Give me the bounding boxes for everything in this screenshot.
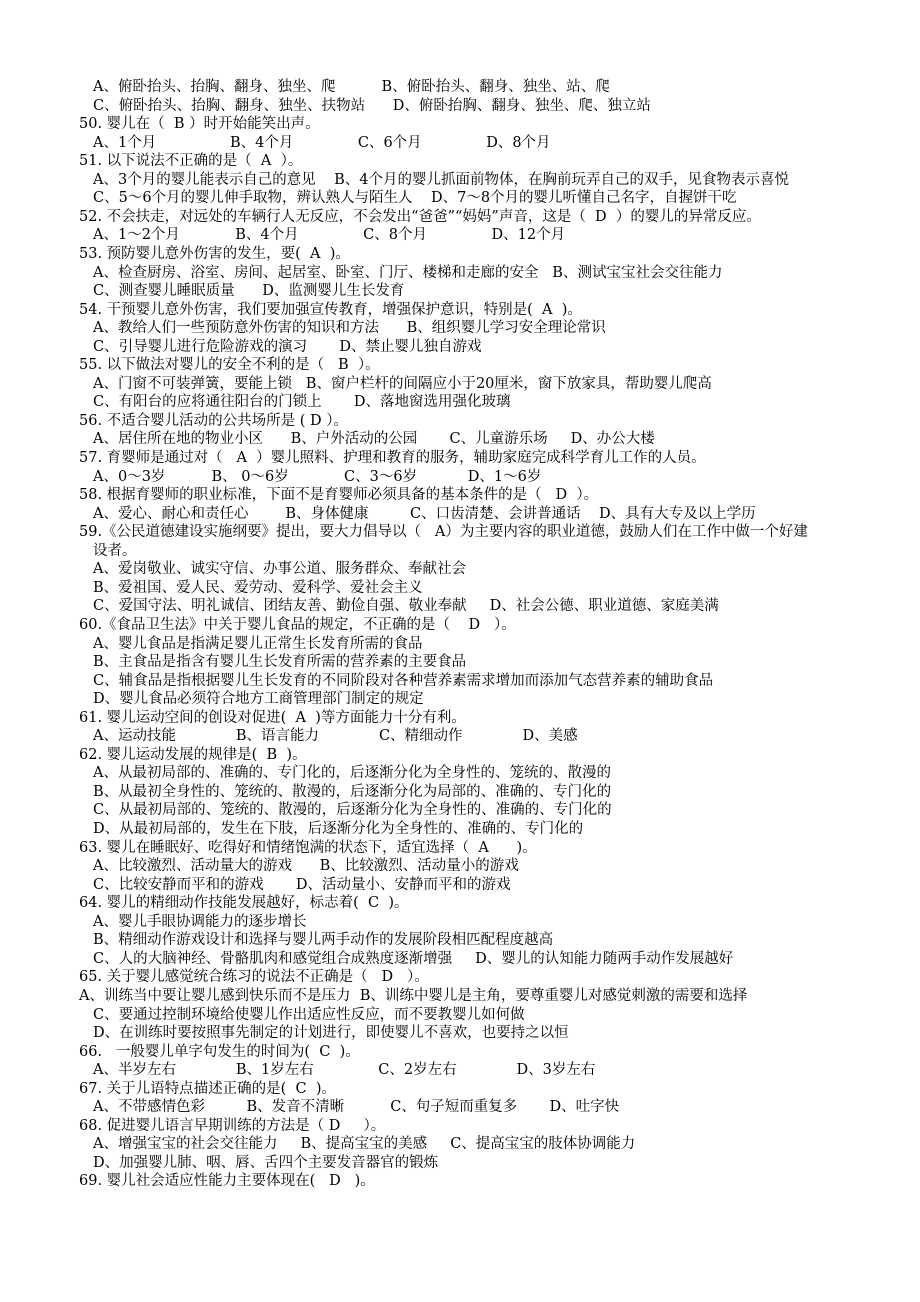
- text-line: 64. 婴儿的精细动作技能发展越好，标志着( C )。: [79, 895, 409, 912]
- text-line: A、增强宝宝的社会交往能力 B、提高宝宝的美感 C、提高宝宝的肢体协调能力: [93, 1136, 636, 1153]
- text-line: A、居住所在地的物业小区 B、户外活动的公园 C、儿童游乐场 D、办公大楼: [93, 431, 655, 448]
- text-line: D、婴儿食品必须符合地方工商管理部门制定的规定: [93, 691, 424, 708]
- text-line: A、0～3岁 B、 0～6岁 C、3～6岁 D、1～6岁: [93, 468, 542, 485]
- text-line: A、俯卧抬头、抬胸、翻身、独坐、爬 B、俯卧抬头、翻身、独坐、站、爬: [93, 79, 610, 95]
- text-line: B、爱祖国、爱人民、爱劳动、爱科学、爱社会主义: [93, 579, 423, 596]
- text-line: 61. 婴儿运动空间的创设对促进( A )等方面能力十分有利。: [79, 709, 466, 726]
- text-line: 59.《公民道德建设实施纲要》提出，要大力倡导以（ A）为主要内容的职业道德，鼓励人们在工作中做一个好建: [79, 524, 808, 541]
- text-line: C、测查婴儿睡眠质量 D、监测婴儿生长发育: [93, 283, 405, 300]
- text-line: 67. 关于儿语特点描述正确的是( C )。: [79, 1080, 337, 1097]
- text-line: D、从最初局部的，发生在下肢，后逐渐分化为全身性的、准确的、专门化的: [93, 821, 584, 837]
- text-line: C、从最初局部的、笼统的、散漫的，后逐渐分化为全身性的、准确的、专门化的: [93, 802, 612, 819]
- text-line: C、要通过控制环境给使婴儿作出适应性反应，而不要教婴儿如何做: [93, 1006, 525, 1023]
- text-line: C、5～6个月的婴儿伸手取物，辨认熟人与陌生人 D、7～8个月的婴儿听懂自己名字，自握饼干吃: [93, 190, 737, 207]
- text-line: A、婴儿手眼协调能力的逐步增长: [93, 913, 307, 930]
- text-line: A、门窗不可装弹簧，要能上锁 B、窗户栏杆的间隔应小于20厘米，窗下放家具，帮助婴儿爬高: [93, 375, 712, 392]
- text-line: D、加强婴儿肺、咽、唇、舌四个主要发音器官的锻炼: [93, 1154, 439, 1171]
- text-line: C、比较安静而平和的游戏 D、活动量小、安静而平和的游戏: [93, 876, 511, 893]
- text-line: C、辅食品是指根据婴儿生长发育的不同阶段对各种营养素需求增加而添加气态营养素的辅助食品: [93, 672, 714, 689]
- text-line: 66. 一般婴儿单字句发生的时间为( C )。: [79, 1043, 360, 1060]
- text-line: C、爱国守法、明礼诚信、团结友善、勤俭自强、敬业奉献 D、社会公德、职业道德、家庭美满: [93, 598, 719, 615]
- text-line: A、运动技能 B、语言能力 C、精细动作 D、美感: [93, 728, 578, 745]
- text-line: A、不带感情色彩 B、发音不清晰 C、句子短而重复多 D、吐字快: [93, 1099, 620, 1116]
- text-line: A、半岁左右 B、1岁左右 C、2岁左右 D、3岁左右: [93, 1062, 596, 1079]
- text-line: A、比较激烈、活动量大的游戏 B、比较激烈、活动量小的游戏: [93, 858, 519, 875]
- text-line: 63. 婴儿在睡眠好、吃得好和情绪饱满的状态下，适宜选择（ A )。: [79, 839, 537, 856]
- text-line: B、主食品是指含有婴儿生长发育所需的营养素的主要食品: [93, 654, 467, 671]
- text-line: C、引导婴儿进行危险游戏的演习 D、禁止婴儿独自游戏: [93, 338, 482, 355]
- text-line: 51. 以下说法不正确的是（ A ）。: [79, 153, 303, 170]
- text-line: 56. 不适合婴儿活动的公共场所是 ( D ）。: [79, 412, 349, 429]
- text-line: A、1个月 B、4个月 C、6个月 D、8个月: [93, 134, 551, 151]
- text-line: A、从最初局部的、准确的、专门化的，后逐渐分化为全身性的、笼统的、散漫的: [93, 765, 611, 782]
- text-line: C、有阳台的应将通往阳台的门锁上 D、落地窗选用强化玻璃: [93, 394, 511, 411]
- text-line: 设者。: [93, 542, 137, 559]
- text-line: 58. 根据育婴师的职业标准，下面不是育婴师必须具备的基本条件的是（ D ）。: [79, 487, 599, 504]
- text-line: 68. 促进婴儿语言早期训练的方法是（ D ）。: [79, 1117, 386, 1134]
- text-line: 53. 预防婴儿意外伤害的发生，要( A )。: [79, 245, 350, 262]
- text-line: A、训练当中要让婴儿感到快乐而不是压力 B、训练中婴儿是主角，要尊重婴儿对感觉刺激的需要和选择: [79, 987, 748, 1004]
- text-line: A、1～2个月 B、4个月 C、8个月 D、12个月: [93, 227, 566, 244]
- text-line: 65. 关于婴儿感觉统合练习的说法不正确是（ D ）。: [79, 969, 429, 986]
- text-line: 52. 不会扶走，对远处的车辆行人无反应，不会发出“爸爸”“妈妈”声音，这是（ D ）的婴儿的异常反应。: [79, 208, 761, 225]
- text-line: C、人的大脑神经、骨骼肌肉和感觉组合成熟度逐渐增强 D、婴儿的认知能力随两手动作发展越好: [93, 950, 734, 967]
- text-line: 69. 婴儿社会适应性能力主要体现在( D )。: [79, 1173, 375, 1190]
- text-line: A、爱岗敬业、诚实守信、办事公道、服务群众、奉献社会: [93, 561, 466, 578]
- text-line: A、检查厨房、浴室、房间、起居室、卧室、门厅、楼梯和走廊的安全 B、测试宝宝社会交往能力: [93, 264, 723, 281]
- text-line: A、爱心、耐心和责任心 B、身体健康 C、口齿清楚、会讲普通话 D、具有大专及以上学历: [93, 505, 756, 522]
- text-line: 57. 育婴师是通过对（ A ）婴儿照料、护理和教育的服务，辅助家庭完成科学育儿工作的人员。: [79, 450, 706, 466]
- text-line: 55. 以下做法对婴儿的安全不利的是（ B ）。: [79, 357, 380, 374]
- text-line: B、从最初全身性的、笼统的、散漫的，后逐渐分化为局部的、准确的、专门化的: [93, 783, 612, 800]
- text-line: A、3个月的婴儿能表示自己的意见 B、4个月的婴儿抓面前物体，在胸前玩弄自己的双手，见食物表示喜悦: [93, 171, 790, 188]
- text-line: A、婴儿食品是指满足婴儿正常生长发育所需的食品: [93, 635, 423, 652]
- text-line: A、教给人们一些预防意外伤害的知识和方法 B、组织婴儿学习安全理论常识: [93, 320, 606, 337]
- text-line: D、在训练时要按照事先制定的计划进行，即使婴儿不喜欢，也要持之以恒: [93, 1025, 569, 1042]
- text-line: 50. 婴儿在（ B ）时开始能笑出声。: [79, 116, 320, 133]
- text-line: C、俯卧抬头、抬胸、翻身、独坐、扶物站 D、俯卧抬胸、翻身、独坐、爬、独立站: [93, 97, 651, 114]
- text-line: 54. 干预婴儿意外伤害，我们要加强宣传教育，增强保护意识，特别是( A )。: [79, 301, 582, 318]
- text-line: B、精细动作游戏设计和选择与婴儿两手动作的发展阶段相匹配程度越高: [93, 932, 554, 949]
- text-line: 60.《食品卫生法》中关于婴儿食品的规定，不正确的是（ D ）。: [79, 616, 516, 633]
- text-line: 62. 婴儿运动发展的规律是( B )。: [79, 746, 307, 763]
